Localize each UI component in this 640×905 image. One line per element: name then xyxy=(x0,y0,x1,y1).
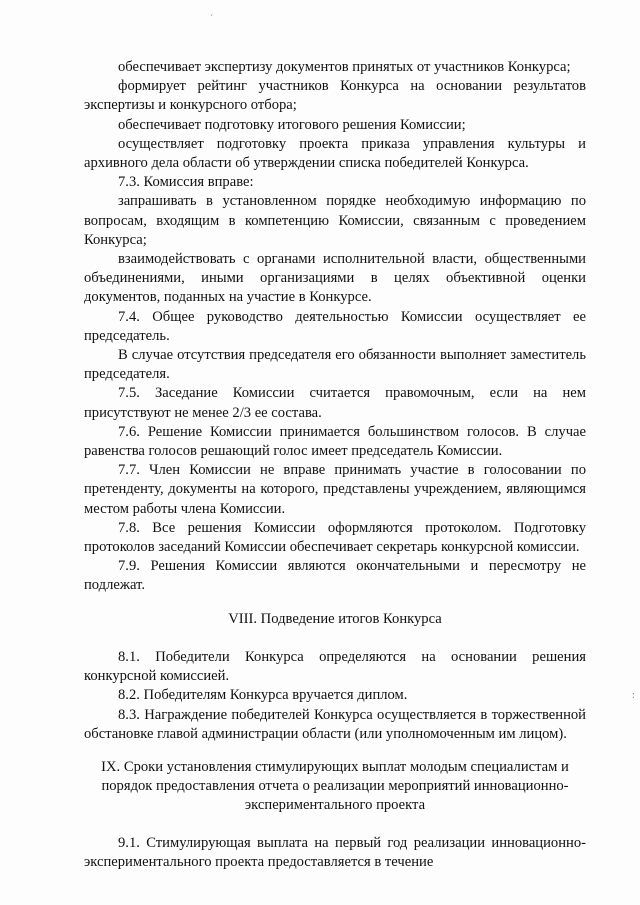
paragraph: 7.8. Все решения Комиссии оформляются протоколом. Подготовку протоколов заседаний Комиссии обеспечивает секретарь конкурсной комиссии. xyxy=(84,519,586,556)
paragraph: 9.1. Стимулирующая выплата на первый год реализации инновационно-экспериментального проекта предоставляется в течение xyxy=(84,834,586,870)
paragraph: осуществляет подготовку проекта приказа управления культуры и архивного дела области об утверждении списка победителей Конкурса. xyxy=(84,135,586,172)
paragraph: В случае отсутствия председателя его обязанности выполняет заместитель председателя. xyxy=(84,347,586,383)
paragraph: запрашивать в установленном порядке необходимую информацию по вопросам, входящим в компетенцию Комиссии, связанным с проведением Конкурса; xyxy=(84,193,586,248)
section-spacer xyxy=(84,744,586,758)
section-spacer xyxy=(84,596,586,610)
scan-mark-top: ´ xyxy=(210,14,214,25)
paragraph: 7.4. Общее руководство деятельностью Комиссии осуществляет ее председатель. xyxy=(84,308,586,344)
paragraph: 7.7. Член Комиссии не вправе принимать участие в голосовании по претенденту, документы на которого, представлены учреждением, являющимся местом работы члена Комиссии. xyxy=(84,462,586,517)
paragraph: 7.3. Комиссия вправе: xyxy=(118,174,254,191)
paragraph: обеспечивает подготовку итогового решения Комиссии; xyxy=(118,116,466,133)
paragraph: 8.1. Победители Конкурса определяются на основании решения конкурсной комиссией. xyxy=(84,648,586,685)
section-heading: IX. Сроки установления стимулирующих выплат молодым специалистам и порядок предоставления отчета о реализации мероприятий инновационно-экспериментального проекта xyxy=(101,758,569,814)
paragraph: 8.3. Награждение победителей Конкурса осуществляется в торжественной обстановке главой администрации области (или уполномоченным им лицом). xyxy=(84,706,586,742)
section-spacer xyxy=(84,816,586,834)
paragraph: взаимодействовать с органами исполнительной власти, общественными объединениями, иными организациями в целях объективной оценки документов, поданных на участие в Конкурсе. xyxy=(84,251,586,306)
document-body xyxy=(84,58,586,872)
paragraph: формирует рейтинг участников Конкурса на основании результатов экспертизы и конкурсного отбора; xyxy=(84,78,586,114)
paragraph: 7.6. Решение Комиссии принимается большинством голосов. В случае равенства голосов решающий голос имеет председатель Комиссии. xyxy=(84,423,586,460)
section-spacer xyxy=(84,629,586,648)
scan-mark-right: : xyxy=(632,690,635,701)
paragraph: обеспечивает экспертизу документов принятых от участников Конкурса; xyxy=(118,59,571,75)
paragraph: 7.5. Заседание Комиссии считается правомочным, если на нем присутствуют не менее 2/3 ее состава. xyxy=(84,385,586,421)
section-heading: VIII. Подведение итогов Конкурса xyxy=(228,610,442,627)
paragraph: 8.2. Победителям Конкурса вручается диплом. xyxy=(118,687,408,704)
paragraph: 7.9. Решения Комиссии являются окончательными и пересмотру не подлежат. xyxy=(84,558,586,594)
